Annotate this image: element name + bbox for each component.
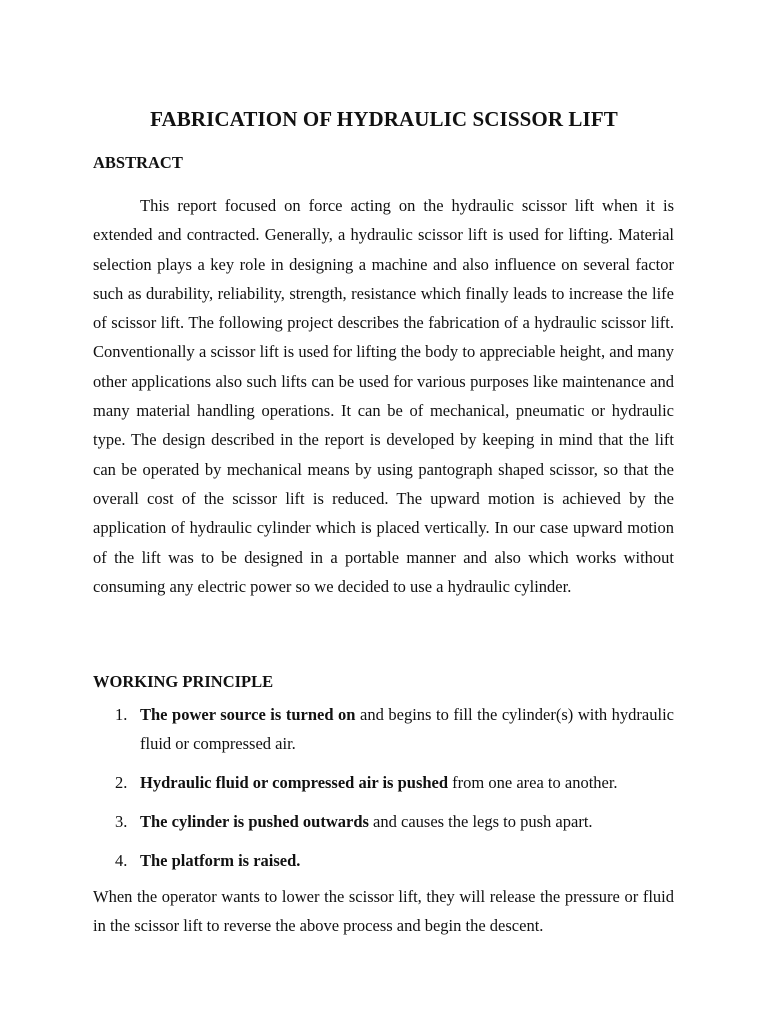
abstract-heading: ABSTRACT xyxy=(93,153,183,172)
step-bold-text: The platform is raised. xyxy=(140,851,301,870)
step-number: 1. xyxy=(115,705,128,724)
step-item-1 xyxy=(93,700,674,758)
step-item-2 xyxy=(93,768,674,797)
step-item-3 xyxy=(93,807,674,836)
step-number: 2. xyxy=(115,773,128,792)
step-item-4 xyxy=(93,846,674,875)
step-text: from one area to another. xyxy=(448,773,618,792)
document-title: FABRICATION OF HYDRAULIC SCISSOR LIFT xyxy=(150,107,618,131)
working-steps-list xyxy=(93,700,674,885)
step-number: 3. xyxy=(115,812,128,831)
abstract-paragraph: This report focused on force acting on the hydraulic scissor lift when it is extended and contracted. Generally, a hydraulic scissor lift is used for lifting. Material selection plays a key role in designing a machine and also influence on several factor such as durability, reliability, strength, resistance which finally leads to increase the life of scissor lift. The following project describes the fabrication of a hydraulic scissor lift. Conventionally a scissor lift is used for lifting the body to appreciable height, and many other applications also such lifts can be used for various purposes like maintenance and many material handling operations. It can be of mechanical, pneumatic or hydraulic type. The design described in the report is developed by keeping in mind that the lift can be operated by mechanical means by using pantograph shaped scissor, so that the overall cost of the scissor lift is reduced. The upward motion is achieved by the application of hydraulic cylinder which is placed vertically. In our case upward motion of the lift was to be designed in a portable manner and also which works without consuming any electric power so we decided to use a hydraulic cylinder. xyxy=(93,196,674,596)
step-text: and begins to fill the cylinder(s) with hydraulic fluid or compressed air. xyxy=(140,705,674,753)
closing-paragraph: When the operator wants to lower the scissor lift, they will release the pressure or fluid in the scissor lift to reverse the above process and begin the descent. xyxy=(93,887,674,936)
working-principle-heading: WORKING PRINCIPLE xyxy=(93,672,274,691)
step-text: and causes the legs to push apart. xyxy=(368,812,593,831)
step-bold-text: Hydraulic fluid or compressed air is pushed xyxy=(140,773,449,792)
step-number: 4. xyxy=(115,851,128,870)
step-bold-text: The power source is turned on xyxy=(140,705,356,724)
step-bold-text: The cylinder is pushed outwards xyxy=(140,812,369,831)
